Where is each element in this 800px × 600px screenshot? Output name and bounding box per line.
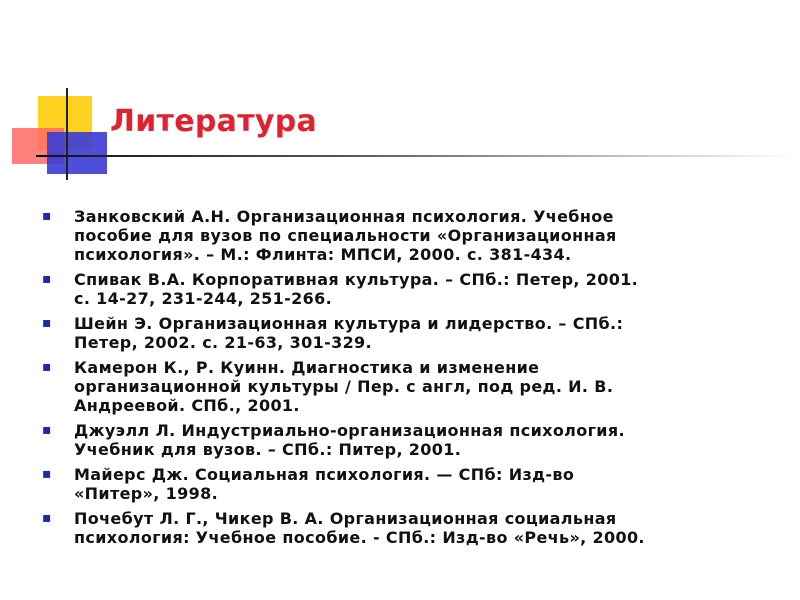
- list-item: [42, 314, 782, 352]
- reference-text: Почебут Л. Г., Чикер В. А. Организационная социальная психология: Учебное пособие. - СПб.: Изд-во «Речь», 2000.: [74, 509, 645, 547]
- reference-text: Джуэлл Л. Индустриально-организационная психология. Учебник для вузов. – СПб.: Питер, 2001.: [74, 421, 625, 459]
- list-item: [42, 509, 782, 547]
- slide-title: Литература: [110, 104, 318, 139]
- list-item: [42, 358, 782, 415]
- reference-text: Майерс Дж. Социальная психология. — СПб: Изд-во «Питер», 1998.: [74, 465, 575, 503]
- logo-vertical-line: [66, 88, 68, 180]
- logo-blue-square: [47, 132, 107, 174]
- reference-text: Занковский А.Н. Организационная психология. Учебное пособие для вузов по специальности «Организационная психология». – М.: Флинта: МПСИ, 2000. с. 381-434.: [74, 207, 617, 264]
- list-item: [42, 465, 782, 503]
- reference-text: Спивак В.А. Корпоративная культура. – СПб.: Петер, 2001. с. 14-27, 231-244, 251-266.: [74, 270, 639, 308]
- bullet-icon: ▪: [42, 466, 52, 482]
- reference-text: Шейн Э. Организационная культура и лидерство. – СПб.: Петер, 2002. с. 21-63, 301-329.: [74, 314, 624, 352]
- list-item: [42, 207, 782, 264]
- list-item: [42, 421, 782, 459]
- bullet-icon: ▪: [42, 510, 52, 526]
- title-underline: [36, 155, 796, 157]
- bullet-icon: ▪: [42, 315, 52, 331]
- bullet-icon: ▪: [42, 422, 52, 438]
- bullet-icon: ▪: [42, 208, 52, 224]
- reference-text: Камерон К., Р. Куинн. Диагностика и изменение организационной культуры / Пер. с англ, под ред. И. В. Андреевой. СПб., 2001.: [74, 358, 614, 415]
- list-item: [42, 270, 782, 308]
- reference-list: [42, 207, 782, 553]
- bullet-icon: ▪: [42, 359, 52, 375]
- bullet-icon: ▪: [42, 271, 52, 287]
